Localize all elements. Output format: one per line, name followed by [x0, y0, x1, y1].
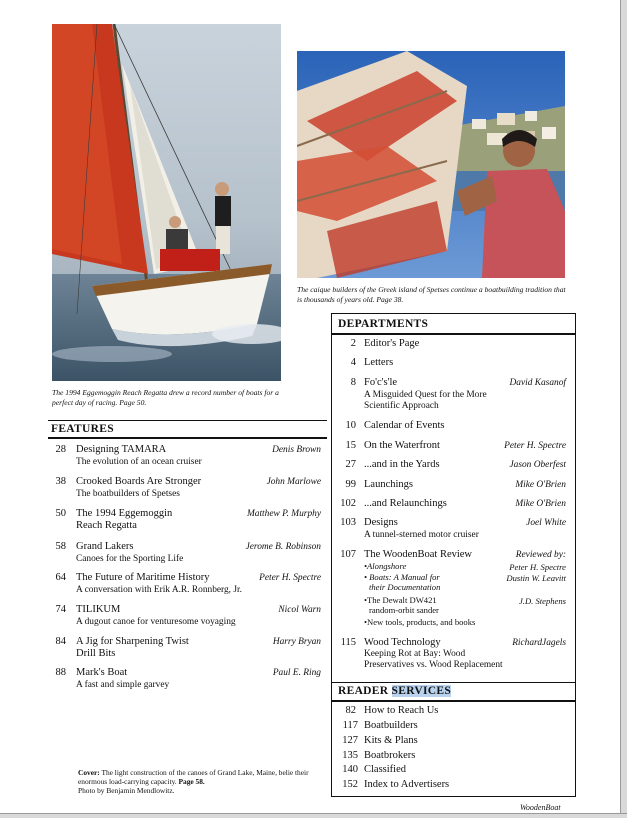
- features-bottom-rule: [48, 437, 327, 439]
- department-subtitle: Preservatives vs. Wood Replacement: [364, 660, 503, 670]
- department-subtitle: A Misguided Quest for the More: [364, 390, 487, 400]
- department-subtitle: Keeping Rot at Bay: Wood: [364, 649, 466, 659]
- departments-heading: DEPARTMENTS: [338, 318, 429, 330]
- caique-photo-caption: The caique builders of the Greek island of Spetses continue a boatbuilding tradition that is thousands of years old. Page 38.: [297, 285, 566, 304]
- department-page: 99: [345, 479, 356, 490]
- feature-page: 50: [55, 508, 66, 519]
- right-column-bottom-rule: [331, 796, 576, 797]
- feature-subtitle: The boatbuilders of Spetses: [76, 489, 180, 499]
- review-page: 107: [340, 549, 356, 560]
- right-column-right-rule: [575, 313, 576, 796]
- cover-page: Page 58.: [178, 777, 205, 786]
- cover-credit: Photo by Benjamin Mendlowitz.: [78, 786, 175, 795]
- departments-top-rule: [331, 313, 576, 314]
- department-subtitle: A tunnel-sterned motor cruiser: [364, 530, 479, 540]
- cover-note: [78, 768, 316, 795]
- feature-author: Jerome B. Robinson: [245, 542, 321, 552]
- review-entry-line2: random-orbit sander: [369, 605, 439, 615]
- regatta-photo: [52, 24, 281, 381]
- department-author: RichardJagels: [512, 638, 566, 648]
- feature-author: Paul E. Ring: [272, 668, 321, 678]
- review-entry-author: J.D. Stephens: [518, 596, 566, 606]
- service-page: 117: [342, 720, 358, 731]
- feature-page: 74: [55, 604, 66, 615]
- department-title[interactable]: Calendar of Events: [364, 420, 445, 431]
- service-page: 82: [345, 705, 356, 716]
- feature-page: 88: [55, 667, 66, 678]
- reader-services-heading: [338, 685, 451, 697]
- window-right-edge: [620, 0, 627, 817]
- department-page: 102: [340, 498, 356, 509]
- department-page: 4: [350, 357, 356, 368]
- reader-services-heading-selected[interactable]: SERVICES: [391, 685, 452, 697]
- feature-subtitle: A fast and simple garvey: [76, 680, 170, 690]
- feature-title[interactable]: Grand Lakers: [76, 541, 134, 552]
- features-heading: FEATURES: [51, 423, 114, 435]
- service-title[interactable]: Kits & Plans: [364, 735, 418, 746]
- feature-title[interactable]: The Future of Maritime History: [76, 572, 210, 583]
- department-title[interactable]: Designs: [364, 517, 398, 528]
- department-title[interactable]: ...and in the Yards: [364, 459, 440, 470]
- service-page: 127: [342, 735, 358, 746]
- department-title[interactable]: Wood Technology: [364, 637, 441, 648]
- reader-services-heading-a: READER: [338, 685, 392, 697]
- feature-title[interactable]: The 1994 Eggemoggin: [76, 508, 173, 519]
- reader-services-top-rule: [331, 682, 576, 683]
- feature-subtitle: Canoes for the Sporting Life: [76, 554, 184, 564]
- service-title[interactable]: Boatbrokers: [364, 750, 416, 761]
- feature-page: 38: [55, 476, 66, 487]
- feature-subtitle: The evolution of an ocean cruiser: [76, 457, 202, 467]
- features-top-rule: [48, 420, 327, 421]
- review-entry-author: Dustin W. Leavitt: [506, 573, 566, 583]
- feature-title-line2[interactable]: Drill Bits: [76, 648, 116, 659]
- service-page: 152: [342, 779, 358, 790]
- service-title[interactable]: How to Reach Us: [364, 705, 439, 716]
- feature-author: Nicol Warn: [278, 605, 321, 615]
- review-entry: •Alongshore: [364, 561, 407, 571]
- review-entry-line2: their Documentation: [369, 582, 441, 592]
- feature-title[interactable]: Mark's Boat: [76, 667, 128, 678]
- review-author-label: Reviewed by:: [515, 550, 566, 560]
- caique-builders-photo: [297, 51, 565, 278]
- regatta-photo-caption: The 1994 Eggemoggin Reach Regatta drew a record number of boats for a perfect day of racing. Page 50.: [52, 388, 279, 407]
- feature-page: 58: [55, 541, 66, 552]
- feature-author: Harry Bryan: [272, 637, 321, 647]
- feature-page: 28: [55, 444, 66, 455]
- review-entry: •New tools, products, and books: [364, 617, 476, 627]
- department-title[interactable]: Letters: [364, 357, 394, 368]
- department-author: Mike O'Brien: [515, 499, 566, 509]
- feature-title[interactable]: Designing TAMARA: [76, 444, 167, 455]
- service-title[interactable]: Classified: [364, 764, 406, 775]
- service-page: 135: [342, 750, 358, 761]
- department-page: 2: [350, 338, 356, 349]
- department-page: 27: [345, 459, 356, 470]
- feature-title[interactable]: TILIKUM: [76, 604, 121, 615]
- department-title[interactable]: Editor's Page: [364, 338, 420, 349]
- footer-masthead: WoodenBoat: [520, 803, 561, 812]
- cover-label: Cover:: [78, 768, 100, 777]
- department-page: 8: [350, 377, 356, 388]
- department-subtitle: Scientific Approach: [364, 401, 439, 411]
- feature-page: 84: [55, 636, 66, 647]
- departments-bottom-rule: [331, 333, 576, 335]
- feature-subtitle: A dugout canoe for venturesome voyaging: [76, 617, 236, 627]
- review-entry: •The Dewalt DW421: [364, 595, 437, 605]
- feature-title[interactable]: Crooked Boards Are Stronger: [76, 476, 202, 487]
- department-author: David Kasanof: [509, 378, 566, 388]
- feature-author: Denis Brown: [272, 445, 321, 455]
- department-page: 10: [345, 420, 356, 431]
- department-title[interactable]: Fo'c's'le: [364, 377, 398, 388]
- feature-title-line2[interactable]: Reach Regatta: [76, 520, 137, 531]
- right-column-left-rule: [331, 313, 332, 796]
- feature-subtitle: A conversation with Erik A.R. Ronnberg, Jr.: [76, 585, 242, 595]
- review-entry: • Boats: A Manual for: [364, 572, 440, 582]
- department-page: 15: [345, 440, 356, 451]
- feature-author: John Marlowe: [266, 477, 321, 487]
- department-title[interactable]: ...and Relaunchings: [364, 498, 447, 509]
- department-title[interactable]: On the Waterfront: [364, 440, 440, 451]
- department-author: Mike O'Brien: [515, 480, 566, 490]
- service-page: 140: [342, 764, 358, 775]
- department-page: 103: [340, 517, 356, 528]
- cover-text: The light construction of the canoes of Grand Lake, Maine, belie their enormous load-carrying capacity.: [78, 768, 309, 786]
- department-author: Peter H. Spectre: [504, 441, 566, 451]
- department-page: 115: [340, 637, 356, 648]
- reader-services-bottom-rule: [331, 700, 576, 702]
- service-title[interactable]: Boatbuilders: [364, 720, 418, 731]
- feature-page: 64: [55, 572, 66, 583]
- department-author: Jason Oberfest: [509, 460, 566, 470]
- service-title[interactable]: Index to Advertisers: [364, 779, 450, 790]
- feature-title[interactable]: A Jig for Sharpening Twist: [76, 636, 189, 647]
- window-bottom-edge: [0, 813, 627, 818]
- department-title[interactable]: Launchings: [364, 479, 413, 490]
- department-author: Joel White: [526, 518, 566, 528]
- review-entry-author: Peter H. Spectre: [509, 562, 566, 572]
- feature-author: Matthew P. Murphy: [246, 509, 321, 519]
- feature-author: Peter H. Spectre: [259, 573, 321, 583]
- review-title[interactable]: The WoodenBoat Review: [364, 549, 473, 560]
